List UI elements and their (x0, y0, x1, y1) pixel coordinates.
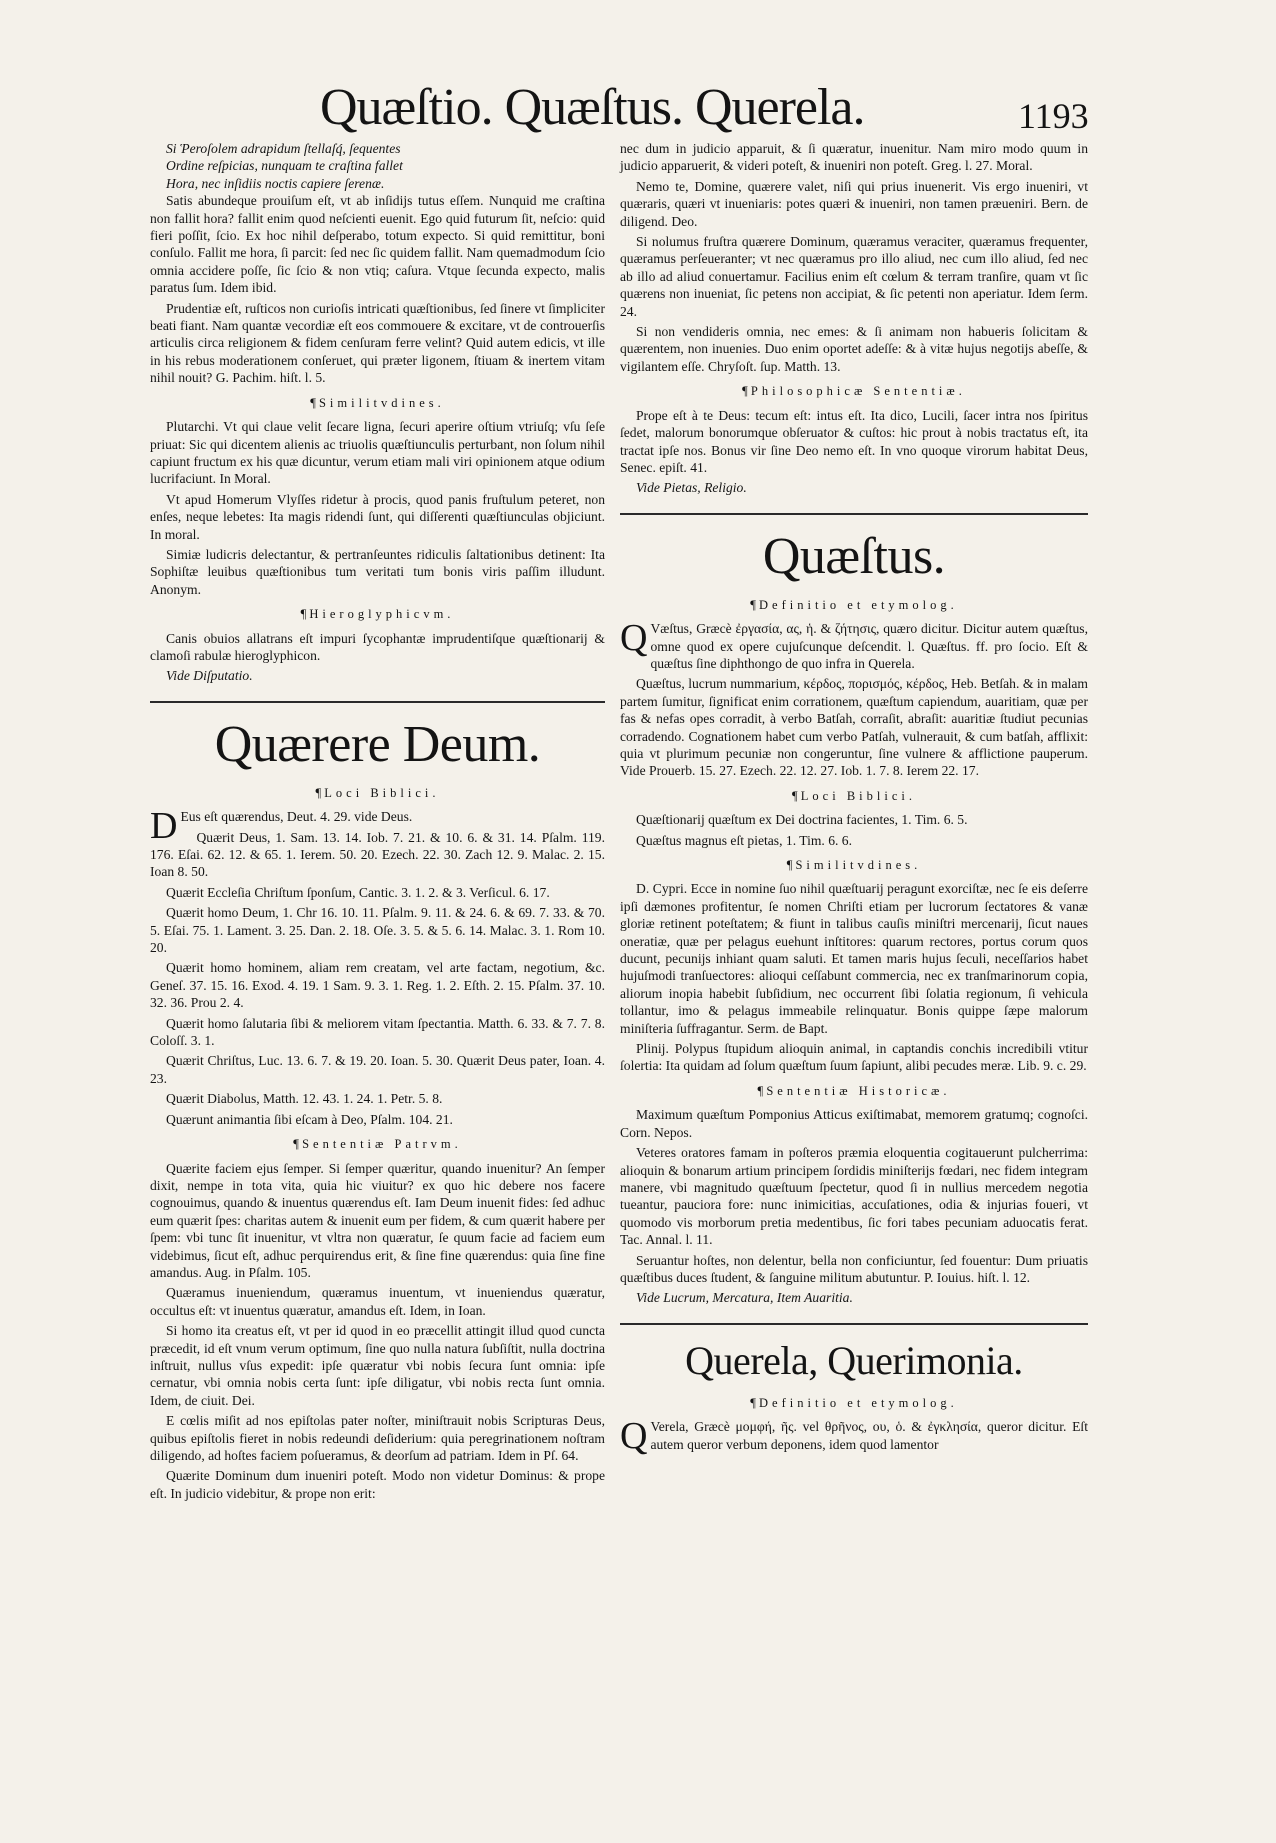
paragraph-text: Væſtus, Græcè ἐργασία, ας, ἡ. & ζήτησις, quæro dicitur. Dicitur autem quæſtus, omne quod ex opere cujuſcunque deſcendit. l. Quæſtus. ff. pro ſocio. Eſt & quæſtus ſine diphthongo de quo infra in Querela. (650, 621, 1088, 671)
section-heading: ¶ Loci Biblici. (620, 788, 1088, 805)
right-column (620, 140, 1088, 1456)
paragraph-text: Eus eſt quærendus, Deut. 4. 29. vide Deus. (180, 809, 413, 825)
paragraph: Quærit homo hominem, aliam rem creatam, vel arte factam, negotium, &c. Geneſ. 37. 15. 16. Exod. 4. 19. 1 Sam. 9. 3. 1. Reg. 1. 2. Eſth. 2. 15. Pſalm. 37. 10. 32. 36. Prou 2. 4. (150, 960, 605, 1011)
section-heading: ¶ Definitio et etymolog. (620, 1395, 1088, 1412)
drop-cap: D (150, 805, 178, 848)
paragraph: Satis abundeque prouiſum eſt, vt ab inſidijs tutus eſſem. Nunquid me craſtina non fallit hora? fallit enim quod neſcienti euenit. Ego quid futurum ſit, neſcio: quid fieri poſſit, ſcio. Ex hoc nihil deſperabo, totum expecto. Si quid remittitur, boni conſulo. Fallit me hora, ſi parcit: ſed nec ſic quidem fallit. Nam quemadmodum ſcio omnia accidere poſſe, ſic ſcio & non vtiq; caſura. Vtque ſecunda expecto, malis paratus ſum. Idem ibid. (150, 193, 605, 296)
page-number: 1193 (1018, 96, 1089, 136)
paragraph: Maximum quæſtum Pomponius Atticus exiſtimabat, memorem gratumq; cognoſci. Corn. Nepos. (620, 1107, 1088, 1140)
verse-line: Hora, nec inſidiis noctis capiere ſerenæ. (166, 175, 385, 191)
paragraph: Si non vendideris omnia, nec emes: & ſi animam non habueris ſolicitam & quærentem, non inuenies. Duo enim oportet adeſſe: & à vitæ hujus negotijs abeſſe, & vigilantem eſſe. Chryſoſt. ſup. Matth. 13. (620, 324, 1088, 374)
paragraph: Prudentiæ eſt, ruſticos non curioſis intricati quæſtionibus, ſed ſinere vt ſimpliciter beati fiant. Nam quantæ vecordiæ eſt eos commouere & excitare, vt de controuerſis articulis circa religionem & fidem cenſuram ferre velint? Quid autem edicis, vt ille in his rebus moderationem conſeruet, qui præter ligonem, ſtiuam & inertem vitam nihil nouit? G. Pachim. hiſt. l. 5. (150, 300, 605, 386)
paragraph: Si homo ita creatus eſt, vt per id quod in eo præcellit attingit illud quod cuncta præcedit, id eſt vnum verum optimum, ſine quo nulla natura ſubſiſtit, nulla doctrina inſtruit, nullus vſus expedit: ipſe quæratur vbi nobis ſecura ſunt omnia: ipſe cernatur, vbi omnia nobis certa ſunt: ipſe diligatur, vbi nobis recta ſunt omnia. Idem, de ciuit. Dei. (150, 1323, 605, 1408)
paragraph: Quærit Deus, 1. Sam. 13. 14. Iob. 7. 21. & 10. 6. & 31. 14. Pſalm. 119. 176. Eſai. 62. 12. & 65. 1. Ierem. 50. 20. Ezech. 22. 30. Zach 12. 9. Malac. 2. 15. Ioan 8. 50. (150, 829, 605, 880)
cross-reference: Vide Diſputatio. (166, 668, 253, 684)
paragraph: E cœlis miſit ad nos epiſtolas pater noſter, miniſtrauit nobis Scripturas Deus, quibus epiſtolis fieret in nobis redeundi deſiderium: quia peregrinationem noſtram diligendo, ad hoſtes faciem poſueramus, & deorſum ad patriam. Idem in Pſ. 64. (150, 1413, 605, 1463)
entry-title: Quæſtus. (762, 527, 946, 585)
verse-line: Ordine reſpicias, nunquam te craſtina fallet (166, 158, 403, 174)
drop-cap: Q (620, 617, 648, 660)
paragraph: Plutarchi. Vt qui claue velit ſecare ligna, ſecuri aperire oſtium vtriuſq; vſu ſeſe priuat: Sic qui dicentem alienis ac triuolis quæſtiunculis perturbant, non ſolum nihil capiunt fructum ex his quæ dicuntur, verum etiam mali viri opinionem atque odium lucrifaciunt. In Moral. (150, 419, 605, 487)
section-heading: ¶ Definitio et etymolog. (620, 597, 1088, 614)
paragraph: Canis obuios allatrans eſt impuri ſycophantæ imprudentiſque quæſtionarij & clamoſi rabulæ hieroglyphicon. (150, 630, 605, 663)
paragraph: Quærit Chriſtus, Luc. 13. 6. 7. & 19. 20. Ioan. 5. 30. Quærit Deus pater, Ioan. 4. 23. (150, 1053, 605, 1086)
paragraph-text: Verela, Græcè μομφή, ῆς. vel θρῆνος, ου, ὁ. & ἐγκλησία, queror dicitur. Eſt autem queror verbum deponens, idem quod lamentor (650, 1419, 1088, 1452)
paragraph: Quæſtus magnus eſt pietas, 1. Tim. 6. 6. (636, 832, 853, 848)
paragraph: Simiæ ludicris delectantur, & pertranſeuntes ridiculis ſaltationibus detinent: Ita Sophiſtæ leuibus quæſtionibus tum veritati tum bonis viris paſſim illudunt. Anonym. (150, 546, 605, 597)
paragraph: Seruantur hoſtes, non delentur, bella non conficiuntur, ſed fouentur: Dum priuatis quæſtibus duces ſtudent, & ſanguine militum abutuntur. P. Iouius. hiſt. l. 12. (620, 1252, 1088, 1285)
paragraph: Quæſtionarij quæſtum ex Dei doctrina facientes, 1. Tim. 6. 5. (636, 812, 968, 828)
paragraph: Quærit homo Deum, 1. Chr 16. 10. 11. Pſalm. 9. 11. & 24. 6. & 69. 7. 33. & 70. 5. Eſai. 75. 1. Lament. 3. 25. Dan. 2. 18. Oſe. 3. 5. & 5. 6. 14. Malac. 3. 1. Rom 10. 20. (150, 905, 605, 956)
paragraph: Prope eſt à te Deus: tecum eſt: intus eſt. Ita dico, Lucili, ſacer intra nos ſpiritus ſedet, malorum bonorumque obſeruator & cuſtos: hic prout à nobis tractatus eſt, ita tractat ipſe nos. Bonus vir ſine Deo nemo eſt. In vno quoque virorum habitat Deus, Senec. epiſt. 41. (620, 407, 1088, 475)
section-heading: ¶ Philosophicæ Sententiæ. (620, 383, 1088, 400)
section-heading: ¶ Hieroglyphicvm. (150, 606, 605, 623)
section-heading: ¶ Similitvdines. (150, 395, 605, 412)
paragraph: Quærit Diabolus, Matth. 12. 43. 1. 24. 1. Petr. 5. 8. (166, 1091, 443, 1107)
cross-reference: Vide Lucrum, Mercatura, Item Auaritia. (636, 1290, 853, 1306)
paragraph: Quærite Dominum dum inueniri poteſt. Modo non videtur Dominus: & prope eſt. In judicio videbitur, & prope non erit: (150, 1468, 605, 1501)
divider (620, 513, 1088, 515)
section-heading: ¶ Similitvdines. (620, 857, 1088, 874)
verse-line: Si Ῥeroſolem adrapidum ſtellaſq́, ſequentes (166, 141, 401, 156)
paragraph: Quærite faciem ejus ſemper. Si ſemper quæritur, quando inuenitur? An ſemper dixit, nempe in tota vita, quia hic viuitur? ex quo hic debere nos facere cognouimus, quando & inuentus quærendus eſt. Iam Deum inuenit fides: ſed adhuc eum quærit ſpes: charitas autem & inuenit eum per fidem, & cum quærit habere per ſpem: vbi tunc ſit inuenitur, vt vltra non quæratur, ſe quum facie ad faciem eum videbimus, ſicut eſt, adhuc perquirendus erit, & ſine fine quærendus: quia ſine fine amandus. Aug. in Pſalm. 105. (150, 1160, 605, 1280)
paragraph: D. Cypri. Ecce in nomine ſuo nihil quæſtuarij peragunt exorciſtæ, nec ſe eis deſerre ipſi dæmones profitentur, ſe nomen Chriſti etiam per lucrorum ſectatores & vanæ gloriæ retinent poteſtatem; & fiunt in talibus cauſis miniſtri mercenarij, ſicut naues oneratiæ, quæ per pelagus euehunt inſtitores: quarum rectores, portus corum quos ducunt, pecunijs inhiant quam saluti. Et tamen maris hujus ſeculi, neceſſarios habet hujuſmodi tranſuectores: alioqui ceſſabunt commercia, nec ex tranſmarinorum copia, aliorum inopia habebit ſubſidium, nec occurrent ſibi ſolatia regionum, ſi vehicula tollantur, imo & pelagus immeabile relinquatur. Bonis quippe ſæpe malorum miniſteria ſuffragantur. Serm. de Bapt. (620, 881, 1088, 1036)
paragraph: Quærunt animantia ſibi eſcam à Deo, Pſalm. 104. 21. (166, 1111, 453, 1127)
page-header (320, 78, 1020, 148)
paragraph (620, 617, 1088, 672)
paragraph: Veteres oratores famam in poſteros præmia eloquentia cogitauerunt pulcherrima: alioquin & bonarum artium principem ſordidis miniſterijs fœdari, nec fidem integram manere, vbi magnitudo quæſtuum ſpectetur, quod ſi in nullius mercedem negotia tueantur, pauciora fore: nunc inimicitias, accuſationes, odia & injurias foueri, vt quomodo vis morborum pretia medentibus, ſic fori tabes pecuniam aduocatis ferat. Tac. Annal. l. 11. (620, 1145, 1088, 1248)
paragraph: Quærit Eccleſia Chriſtum ſponſum, Cantic. 3. 1. 2. & 3. Verſicul. 6. 17. (166, 884, 550, 900)
paragraph: Plinij. Polypus ſtupidum alioquin animal, in captandis conchis incredibili vtitur ſolertia: Ita quidam ad ſolum quæſtum ſuum ſapiunt, alibi pecudes meræ. Lib. 9. c. 29. (620, 1041, 1088, 1074)
divider (150, 701, 605, 703)
paragraph: Quærit homo ſalutaria ſibi & meliorem vitam ſpectantia. Matth. 6. 33. & 7. 7. 8. Coloſſ. 3. 1. (150, 1015, 605, 1049)
paragraph: nec dum in judicio apparuit, & ſi quæratur, inuenitur. Nam miro modo quum in judicio apparuerit, & videri poteſt, & inueniri non poteſt. Greg. l. 27. Moral. (620, 141, 1088, 174)
drop-cap: Q (620, 1415, 648, 1458)
paragraph: Quæſtus, lucrum nummarium, κέρδος, πορισμός, κέρδος, Heb. Betſah. & in malam partem ſumitur, ſignificat enim corrationem, quæſtum capiendum, auaritiam, quæ per fas & nefas opes corradit, à verbo Batſah, corraſit, abraſit: auaritiæ ſtudiut pecunias corradendo. Cognationem habet cum verbo Patſah, vulnerauit, & cum batſah, afflixit: quia vt plurimum pecuniæ non congeruntur, ſine vulnere & afflictione pauperum. Vide Prouerb. 15. 27. Ezech. 22. 12. 27. Iob. 1. 7. 8. Ierem 22. 17. (620, 676, 1088, 779)
paragraph (150, 805, 605, 848)
section-heading: ¶ Loci Biblici. (150, 785, 605, 802)
paragraph: Nemo te, Domine, quærere valet, niſi qui prius inuenerit. Vis ergo inueniri, vt quæraris, quæri vt inueniaris: potes quæri & inueniri, non tamen præueniri. Bern. de diligend. Deo. (620, 178, 1088, 229)
running-head: Quæſtio. Quæſtus. Querela. (320, 79, 865, 136)
divider (620, 1323, 1088, 1325)
paragraph: Si nolumus fruſtra quærere Dominum, quæramus veraciter, quæramus frequenter, quæramus perſeueranter; vt nec quæramus pro illo aliud, nec cum illo aliud, ſed nec ab illo ad aliud conuertamur. Facilius enim eſt cœlum & terram tranſire, quam vt ſic quærens non inueniat, ſic petens non accipiat, & ſic petenti non aperiatur. Idem ſerm. 24. (620, 234, 1088, 319)
paragraph (620, 1415, 1088, 1458)
cross-reference: Vide Pietas, Religio. (636, 480, 747, 496)
section-heading: ¶ Sententiæ Patrvm. (150, 1136, 605, 1153)
paragraph: Quæramus inueniendum, quæramus inuentum, vt inueniendus quæratur, occultus eſt: vt inuentus quæratur, amandus eſt. Idem, in Ioan. (150, 1285, 605, 1318)
entry-title: Querela, Querimonia. (685, 1337, 1023, 1383)
entry-title: Quærere Deum. (214, 715, 541, 773)
paragraph: Vt apud Homerum Vlyſſes ridetur à procis, quod panis fruſtulum peteret, non enſes, neque lebetes: Ita magis ridendi ſunt, qui diſſerenti quæſtiunculas objiciunt. In moral. (150, 491, 605, 542)
section-heading: ¶ Sententiæ Historicæ. (620, 1083, 1088, 1100)
left-column (150, 140, 605, 1505)
